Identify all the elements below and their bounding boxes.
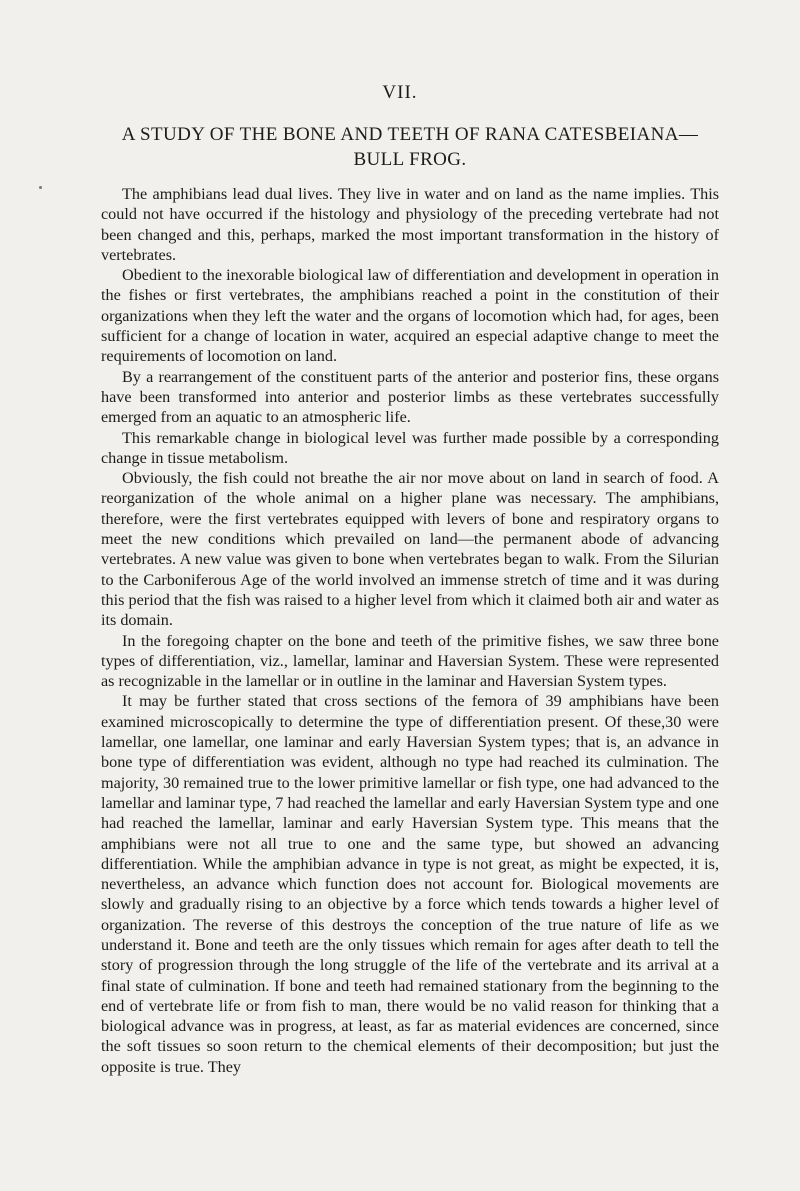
chapter-number: VII. [382,82,418,103]
paragraph: Obedient to the inexorable biological law of differentiation and development in operation in the fishes or first vertebrates, the amphibians reached a point in the constitution of their organizations when they left the water and the organs of locomotion which had, for ages, been sufficient for a change of location in water, acquired an especial adaptive change to meet the requirements of locomotion on land. [101,266,719,366]
paragraph: By a rearrangement of the constituent parts of the anterior and posterior fins, these organs have been transformed into anterior and posterior limbs as these vertebrates successfully emerged from an aquatic to an atmospheric life. [101,367,719,427]
paragraph: Obviously, the fish could not breathe the air nor move about on land in search of food. A reorganization of the whole animal on a higher plane was necessary. The amphibians, therefore, were the first vertebrates equipped with levers of bone and respiratory organs to meet the new conditions which prevailed on land—the permanent abode of advancing vertebrates. A new value was given to bone when vertebrates began to walk. From the Silurian to the Carboniferous Age of the world involved an immense stretch of time and it was during this period that the fish was raised to a higher level from which it claimed both air and water as its domain. [101,469,719,630]
paper-speck [39,186,42,189]
paragraph: In the foregoing chapter on the bone and teeth of the primitive fishes, we saw three bone types of differentiation, viz., lamellar, laminar and Haversian System. These were represented as recognizable in the lamellar or in outline in the laminar and Haversian System types. [101,631,719,691]
paragraph: It may be further stated that cross sections of the femora of 39 amphibians have been examined microscopically to determine the type of differentiation present. Of these,30 were lamellar, one lamellar, one laminar and early Haversian System types; that is, an advance in bone type of differentiation was evident, although no type had reached its culmination. The majority, 30 remained true to the lower primitive lamellar or fish type, one had advanced to the lamellar and laminar type, 7 had reached the lamellar and early Haversian System type and one had reached the lamellar, laminar and early Haversian System type. This means that the amphibians were not all true to one and the same type, but showed an advancing differentiation. While the amphibian advance in type is not great, as might be expected, it is, nevertheless, an advance which function does not account for. Biological movements are slowly and gradually rising to an objective by a force which tends towards a higher level of organization. The reverse of this destroys the conception of the true nature of life as we understand it. Bone and teeth are the only tissues which remain for ages after death to tell the story of progression through the long struggle of the life of the vertebrate and its arrival at a final state of culmination. If bone and teeth had remained stationary from the beginning to the end of vertebrate life or from fish to man, there would be no valid reason for thinking that a biological advance was in progress, at least, as far as material evidences are concerned, since the soft tissues so soon return to the chemical elements of their decomposition; but just the opposite is true. They [101,692,719,1076]
paragraph: The amphibians lead dual lives. They live in water and on land as the name implies. This could not have occurred if the histology and physiology of the preceding vertebrate had not been changed and this, perhaps, marked the most important transformation in the history of vertebrates. [101,185,719,264]
body-text [101,184,719,1077]
chapter-title: A STUDY OF THE BONE AND TEETH OF RANA CATESBEIANA— BULL FROG. [121,124,699,170]
paragraph: This remarkable change in biological level was further made possible by a corresponding change in tissue metabolism. [101,428,719,467]
